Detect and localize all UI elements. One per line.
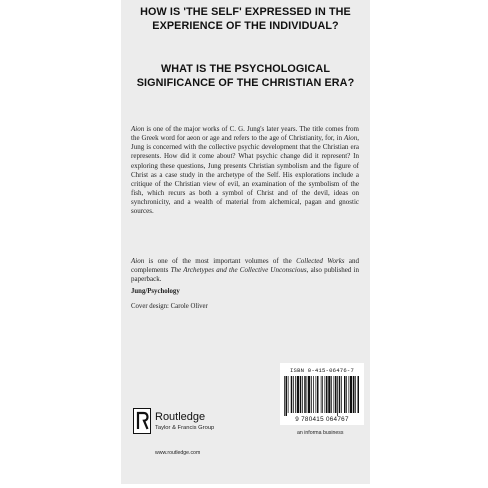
description-text: , also published in paperback.	[131, 266, 359, 284]
barcode-panel	[280, 363, 364, 425]
isbn-label: ISBN 0-415-06476-7	[289, 367, 355, 374]
publisher-name: Routledge	[155, 411, 206, 423]
description-paragraph-2	[131, 257, 359, 284]
title-aion: Aion	[344, 134, 358, 143]
routledge-logo-icon	[133, 408, 151, 434]
description-text: is one of the most important volumes of the	[144, 257, 297, 265]
description-paragraph-1	[131, 125, 359, 217]
title-collected-works: Collected Works	[296, 257, 345, 265]
description-text: and complements	[131, 257, 360, 275]
category-label: Jung/Psychology	[131, 288, 180, 295]
title-aion: Aion	[131, 257, 145, 265]
barcode-digits: 9 780415 064767	[295, 416, 349, 423]
title-aion: Aion	[131, 125, 145, 133]
heading-christian-era: WHAT IS THE PSYCHOLOGICAL SIGNIFICANCE OF THE CHRISTIAN ERA?	[136, 63, 355, 89]
cover-credit: Cover design: Carole Oliver	[131, 303, 208, 310]
back-cover	[121, 0, 370, 484]
description-text: , Jung is concerned with the collective psychic development that the Christian era represents. How did it come about? What psychic change did it represent? In exploring these questions, Jung presents Christian symbolism and the figure of Christ as a case study in the archetype of the Self. His explorations include a critique of the Christian view of evil, an examination of the symbolism of the fish, which recurs as both a symbol of Christ and of the devil, ideas on synchronicity, and a wealth of material from alchemical, pagan and gnostic sources.	[131, 134, 359, 216]
heading-self: HOW IS 'THE SELF' EXPRESSED IN THE EXPERIENCE OF THE INDIVIDUAL?	[140, 6, 351, 32]
title-archetypes: The Archetypes and the Collective Unconscious	[170, 266, 307, 275]
publisher-group: Taylor & Francis Group	[155, 425, 215, 431]
informa-tagline: an informa business	[297, 430, 344, 436]
description-text: is one of the major works of C. G. Jung's later years. The title comes from the Greek word for aeon or age and refers to the age of Christianity, for, in	[131, 125, 359, 143]
publisher-website: www.routledge.com	[155, 450, 201, 456]
barcode-icon	[283, 376, 361, 416]
